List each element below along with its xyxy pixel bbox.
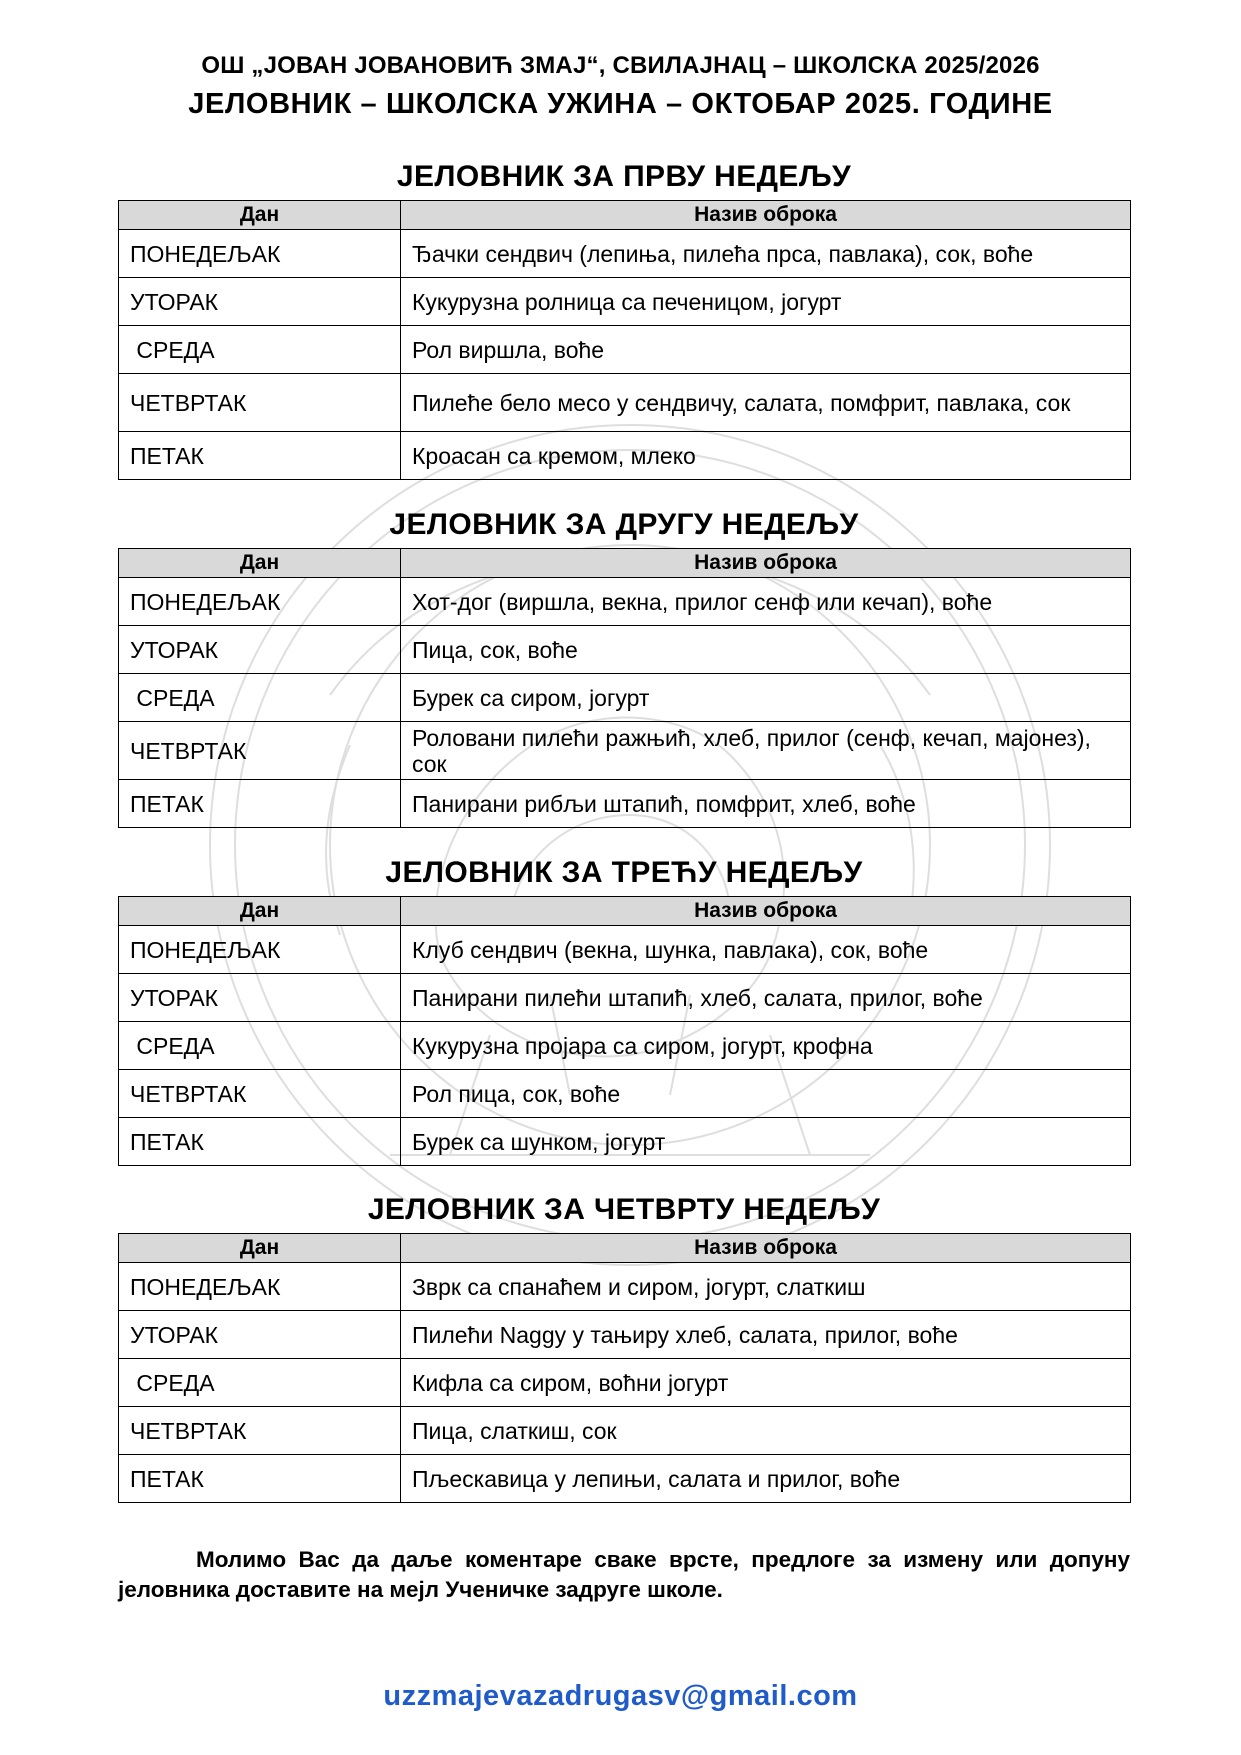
table-row (119, 974, 1131, 1022)
day-cell: ЧЕТВРТАК (119, 1070, 401, 1118)
day-cell: УТОРАК (119, 1311, 401, 1359)
column-header-meal: Назив оброка (401, 1234, 1131, 1263)
table-row (119, 780, 1131, 828)
table-header-row (119, 201, 1131, 230)
table-row (119, 230, 1131, 278)
table-row (119, 278, 1131, 326)
day-cell: СРЕДА (119, 1022, 401, 1070)
table-row (119, 1070, 1131, 1118)
column-header-day: Дан (119, 1234, 401, 1263)
table-row (119, 674, 1131, 722)
table-row (119, 578, 1131, 626)
column-header-meal: Назив оброка (401, 549, 1131, 578)
column-header-meal: Назив оброка (401, 897, 1131, 926)
week-4-title: ЈЕЛОВНИК ЗА ЧЕТВРТУ НЕДЕЉУ (367, 1193, 881, 1226)
column-header-day: Дан (119, 549, 401, 578)
table-header-row (119, 549, 1131, 578)
table-row (119, 374, 1131, 432)
meal-cell: Клуб сендвич (векна, шунка, павлака), сок, воће (401, 926, 1131, 974)
day-cell: СРЕДА (119, 674, 401, 722)
day-cell: ПЕТАК (119, 1118, 401, 1166)
meal-cell: Хот-дог (виршла, векна, прилог сенф или кечап), воће (401, 578, 1131, 626)
table-header-row (119, 897, 1131, 926)
meal-cell: Пилећи Naggy у тањиру хлеб, салата, прилог, воће (401, 1311, 1131, 1359)
table-row (119, 326, 1131, 374)
day-cell: УТОРАК (119, 626, 401, 674)
meal-cell: Пица, слаткиш, сок (401, 1407, 1131, 1455)
day-cell: ЧЕТВРТАК (119, 1407, 401, 1455)
meal-cell: Кифла са сиром, воћни јогурт (401, 1359, 1131, 1407)
table-row (119, 1359, 1131, 1407)
school-header: ОШ „ЈОВАН ЈОВАНОВИЋ ЗМАЈ“, СВИЛАЈНАЦ – ШКОЛСКА 2025/2026 (201, 52, 1040, 79)
day-cell: ПЕТАК (119, 432, 401, 480)
meal-cell: Зврк са спанаћем и сиром, јогурт, слаткиш (401, 1263, 1131, 1311)
meal-cell: Роловани пилећи ражњић, хлеб, прилог (сенф, кечап, мајонез), сок (401, 722, 1131, 780)
table-row (119, 1263, 1131, 1311)
column-header-day: Дан (119, 897, 401, 926)
week-1-title: ЈЕЛОВНИК ЗА ПРВУ НЕДЕЉУ (396, 160, 852, 193)
week-1-table (118, 200, 1131, 480)
column-header-meal: Назив оброка (401, 201, 1131, 230)
column-header-day: Дан (119, 201, 401, 230)
day-cell: ЧЕТВРТАК (119, 722, 401, 780)
contact-email-link[interactable]: uzzmajevazadrugasv@gmail.com (383, 1680, 858, 1712)
table-row (119, 722, 1131, 780)
day-cell: УТОРАК (119, 278, 401, 326)
meal-cell: Панирани рибљи штапић, помфрит, хлеб, воће (401, 780, 1131, 828)
feedback-note: Молимо Вас да даље коментаре сваке врсте, предлоге за измену или допуну јеловника доставите на мејл Ученичке задруге школе. (118, 1547, 1130, 1602)
meal-cell: Пилеће бело месо у сендвичу, салата, помфрит, павлака, сок (401, 374, 1131, 432)
day-cell: ПЕТАК (119, 780, 401, 828)
meal-cell: Панирани пилећи штапић, хлеб, салата, прилог, воће (401, 974, 1131, 1022)
menu-header: ЈЕЛОВНИК – ШКОЛСКА УЖИНА – ОКТОБАР 2025. ГОДИНЕ (188, 88, 1053, 120)
day-cell: ПЕТАК (119, 1455, 401, 1503)
table-row (119, 1455, 1131, 1503)
day-cell: ПОНЕДЕЉАК (119, 230, 401, 278)
day-cell: ПОНЕДЕЉАК (119, 578, 401, 626)
meal-cell: Бурек са шунком, јогурт (401, 1118, 1131, 1166)
table-row (119, 1311, 1131, 1359)
meal-cell: Пица, сок, воће (401, 626, 1131, 674)
meal-cell: Ђачки сендвич (лепиња, пилећа прса, павлака), сок, воће (401, 230, 1131, 278)
day-cell: УТОРАК (119, 974, 401, 1022)
day-cell: СРЕДА (119, 1359, 401, 1407)
table-row (119, 926, 1131, 974)
week-4-table (118, 1233, 1131, 1503)
week-3-table (118, 896, 1131, 1166)
day-cell: ПОНЕДЕЉАК (119, 1263, 401, 1311)
table-row (119, 1022, 1131, 1070)
day-cell: СРЕДА (119, 326, 401, 374)
meal-cell: Рол пица, сок, воће (401, 1070, 1131, 1118)
meal-cell: Бурек са сиром, јогурт (401, 674, 1131, 722)
meal-cell: Рол виршла, воће (401, 326, 1131, 374)
meal-cell: Кукурузна проjара са сиром, јогурт, крофна (401, 1022, 1131, 1070)
meal-cell: Пљескавица у лепињи, салата и прилог, воће (401, 1455, 1131, 1503)
day-cell: ПОНЕДЕЉАК (119, 926, 401, 974)
table-row (119, 1407, 1131, 1455)
week-3-title: ЈЕЛОВНИК ЗА ТРЕЋУ НЕДЕЉУ (385, 856, 863, 889)
table-row (119, 1118, 1131, 1166)
meal-cell: Кроасан са кремом, млеко (401, 432, 1131, 480)
meal-cell: Кукурузна ролница са печеницом, јогурт (401, 278, 1131, 326)
week-2-title: ЈЕЛОВНИК ЗА ДРУГУ НЕДЕЉУ (389, 508, 859, 541)
table-header-row (119, 1234, 1131, 1263)
table-row (119, 626, 1131, 674)
table-row (119, 432, 1131, 480)
day-cell: ЧЕТВРТАК (119, 374, 401, 432)
week-2-table (118, 548, 1131, 828)
